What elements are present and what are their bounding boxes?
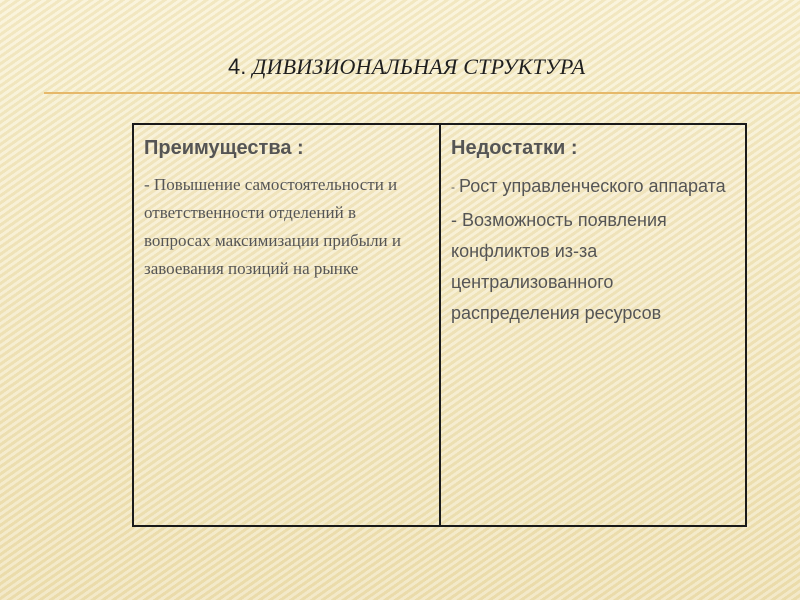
disadvantage-text-1: Рост управленческого аппарата: [459, 176, 726, 196]
title-number: 4.: [228, 54, 247, 79]
slide-title: [228, 50, 748, 84]
title-divider: [44, 92, 800, 94]
disadvantage-item-1: [451, 171, 726, 203]
disadvantage-item-2: [451, 205, 726, 329]
disadvantage-text-2: - Возможность появления конфликтов из-за централизованного распределения ресурсов: [451, 210, 667, 323]
disadvantages-heading: Недостатки :: [451, 137, 578, 159]
advantages-heading: Преимущества :: [144, 137, 304, 159]
advantages-text: - Повышение самостоятельности и ответственности отделений в вопросах максимизации прибыли и завоевания позиций на рынке: [144, 175, 402, 278]
comparison-table: [132, 123, 747, 527]
advantages-column: [134, 125, 441, 525]
disadvantage-bullet-1: -: [451, 180, 455, 194]
disadvantages-column: [441, 125, 745, 525]
title-text: ДИВИЗИОНАЛЬНАЯ СТРУКТУРА: [252, 54, 586, 79]
